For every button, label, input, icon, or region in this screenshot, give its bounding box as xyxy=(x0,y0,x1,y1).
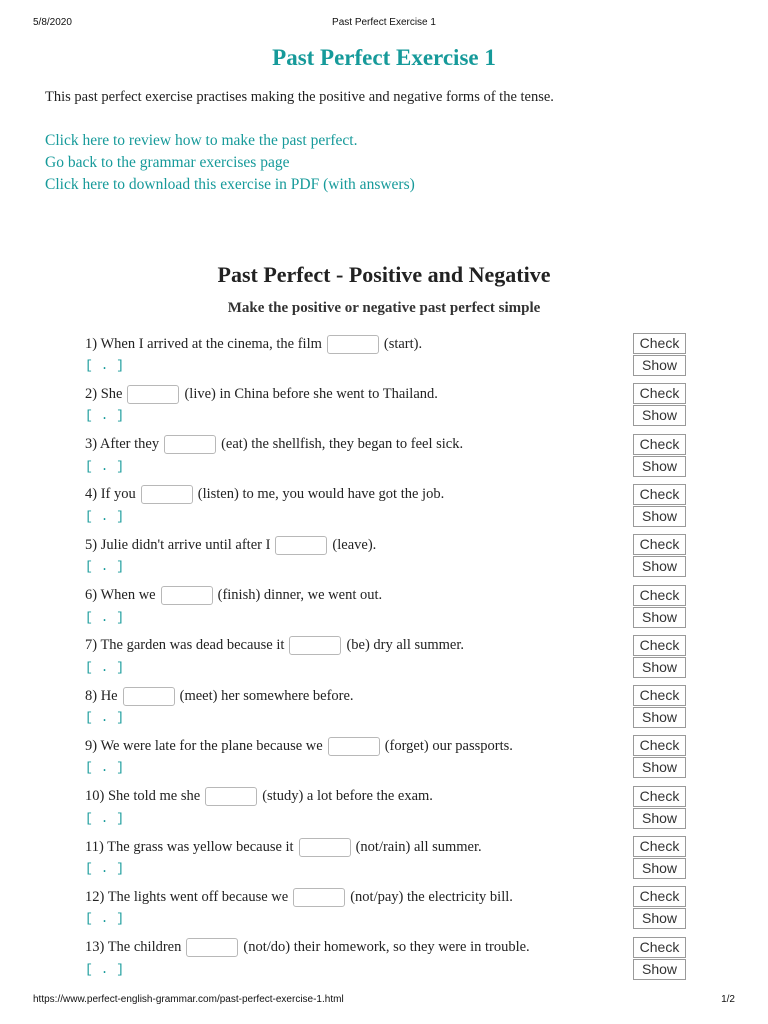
check-button[interactable]: Check xyxy=(633,434,686,455)
answer-input[interactable] xyxy=(164,435,216,454)
question-text-before: 3) After they xyxy=(85,436,160,453)
grammar-exercises-link[interactable]: Go back to the grammar exercises page xyxy=(45,154,290,171)
exercise-instructions: Make the positive or negative past perfect simple xyxy=(227,300,541,316)
question-line xyxy=(85,836,482,858)
question-text-after: (not/rain) all summer. xyxy=(355,838,482,855)
answer-input[interactable] xyxy=(127,385,179,404)
question-text-before: 13) The children xyxy=(85,939,182,956)
print-date: 5/8/2020 xyxy=(33,17,72,28)
answer-feedback: [ . ] xyxy=(85,810,125,826)
answer-feedback: [ . ] xyxy=(85,710,125,726)
answer-input[interactable] xyxy=(327,335,379,354)
question-text-after: (finish) dinner, we went out. xyxy=(217,587,383,603)
answer-feedback: [ . ] xyxy=(85,559,125,575)
question-text-before: 1) When I arrived at the cinema, the film xyxy=(85,335,322,352)
question-text-before: 9) We were late for the plane because we xyxy=(85,737,323,754)
question-row xyxy=(85,534,725,584)
print-url: https://www.perfect-english-grammar.com/past-perfect-exercise-1.html xyxy=(33,994,344,1005)
answer-feedback: [ . ] xyxy=(85,358,125,373)
question-row xyxy=(85,585,725,635)
print-page-number: 1/2 xyxy=(721,994,735,1005)
question-line xyxy=(85,333,422,355)
answer-input[interactable] xyxy=(328,737,380,756)
question-row xyxy=(85,484,725,534)
answer-input[interactable] xyxy=(123,687,175,706)
answer-feedback: [ . ] xyxy=(85,408,125,424)
question-line xyxy=(85,786,433,808)
question-row xyxy=(85,886,725,936)
question-row xyxy=(85,685,725,735)
check-button[interactable]: Check xyxy=(633,735,686,756)
answer-input[interactable] xyxy=(186,938,238,957)
question-text-before: 8) He xyxy=(85,687,118,704)
show-button[interactable]: Show xyxy=(633,908,686,929)
show-button[interactable]: Show xyxy=(633,757,686,778)
answer-input[interactable] xyxy=(299,838,351,857)
intro-text: This past perfect exercise practises making the positive and negative forms of the tense. xyxy=(45,89,554,105)
exercise-title: Past Perfect - Positive and Negative xyxy=(217,262,551,287)
question-line xyxy=(85,383,438,405)
question-row xyxy=(85,333,725,383)
question-line xyxy=(85,585,382,607)
show-button[interactable]: Show xyxy=(633,607,686,628)
check-button[interactable]: Check xyxy=(633,685,686,706)
check-button[interactable]: Check xyxy=(633,836,686,857)
page-title: Past Perfect Exercise 1 xyxy=(272,45,496,70)
check-button[interactable]: Check xyxy=(633,383,686,404)
link-list xyxy=(45,130,415,196)
question-row xyxy=(85,635,725,685)
answer-input[interactable] xyxy=(293,888,345,907)
question-row xyxy=(85,937,725,987)
question-text-after: (not/pay) the electricity bill. xyxy=(350,888,513,905)
show-button[interactable]: Show xyxy=(633,657,686,678)
answer-feedback: [ . ] xyxy=(85,760,125,776)
answer-feedback: [ . ] xyxy=(85,458,125,474)
answer-feedback: [ . ] xyxy=(85,861,125,876)
answer-feedback: [ . ] xyxy=(85,659,125,675)
question-text-after: (leave). xyxy=(332,536,377,553)
answer-input[interactable] xyxy=(141,485,193,504)
show-button[interactable]: Show xyxy=(633,959,686,980)
question-line xyxy=(85,886,513,908)
question-text-before: 5) Julie didn't arrive until after I xyxy=(85,536,271,553)
question-line xyxy=(85,635,464,657)
question-text-after: (forget) our passports. xyxy=(384,737,513,754)
question-text-after: (eat) the shellfish, they began to feel sick. xyxy=(221,436,464,453)
question-line xyxy=(85,484,444,506)
answer-feedback: [ . ] xyxy=(85,609,125,625)
question-text-after: (listen) to me, you would have got the job. xyxy=(197,486,445,503)
answer-input[interactable] xyxy=(161,586,213,605)
check-button[interactable]: Check xyxy=(633,585,686,606)
question-text-after: (meet) her somewhere before. xyxy=(179,687,354,704)
print-doc-title: Past Perfect Exercise 1 xyxy=(332,17,436,28)
check-button[interactable]: Check xyxy=(633,484,686,505)
question-row xyxy=(85,836,725,886)
question-text-before: 6) When we xyxy=(85,587,156,603)
question-text-before: 11) The grass was yellow because it xyxy=(85,838,294,855)
question-row xyxy=(85,434,725,484)
question-line xyxy=(85,534,376,556)
answer-input[interactable] xyxy=(289,636,341,655)
question-row xyxy=(85,735,725,785)
question-line xyxy=(85,735,513,757)
check-button[interactable]: Check xyxy=(633,534,686,555)
question-line xyxy=(85,434,463,456)
question-text-after: (not/do) their homework, so they were in trouble. xyxy=(243,939,530,956)
check-button[interactable]: Check xyxy=(633,635,686,656)
question-line xyxy=(85,937,530,959)
question-line xyxy=(85,685,354,707)
check-button[interactable]: Check xyxy=(633,786,686,807)
answer-feedback: [ . ] xyxy=(85,911,125,927)
answer-input[interactable] xyxy=(275,536,327,555)
check-button[interactable]: Check xyxy=(633,937,686,958)
download-pdf-link[interactable]: Click here to download this exercise in PDF (with answers) xyxy=(45,176,415,193)
question-text-after: (be) dry all summer. xyxy=(346,637,465,654)
show-button[interactable]: Show xyxy=(633,556,686,577)
check-button[interactable]: Check xyxy=(633,333,686,354)
question-text-before: 10) She told me she xyxy=(85,788,201,805)
show-button[interactable]: Show xyxy=(633,858,686,879)
show-button[interactable]: Show xyxy=(633,456,686,477)
show-button[interactable]: Show xyxy=(633,405,686,426)
question-text-before: 12) The lights went off because we xyxy=(85,888,289,905)
review-past-perfect-link[interactable]: Click here to review how to make the past perfect. xyxy=(45,132,358,149)
answer-feedback: [ . ] xyxy=(85,508,125,524)
question-text-before: 4) If you xyxy=(85,486,136,503)
question-text-after: (live) in China before she went to Thailand. xyxy=(184,385,438,402)
question-row xyxy=(85,383,725,433)
show-button[interactable]: Show xyxy=(633,506,686,527)
show-button[interactable]: Show xyxy=(633,808,686,829)
check-button[interactable]: Check xyxy=(633,886,686,907)
question-text-before: 7) The garden was dead because it xyxy=(85,637,285,654)
question-text-before: 2) She xyxy=(85,385,123,402)
answer-input[interactable] xyxy=(205,787,257,806)
question-text-after: (start). xyxy=(383,335,423,352)
answer-feedback: [ . ] xyxy=(85,961,125,977)
show-button[interactable]: Show xyxy=(633,355,686,376)
show-button[interactable]: Show xyxy=(633,707,686,728)
question-text-after: (study) a lot before the exam. xyxy=(262,788,433,805)
question-row xyxy=(85,786,725,836)
